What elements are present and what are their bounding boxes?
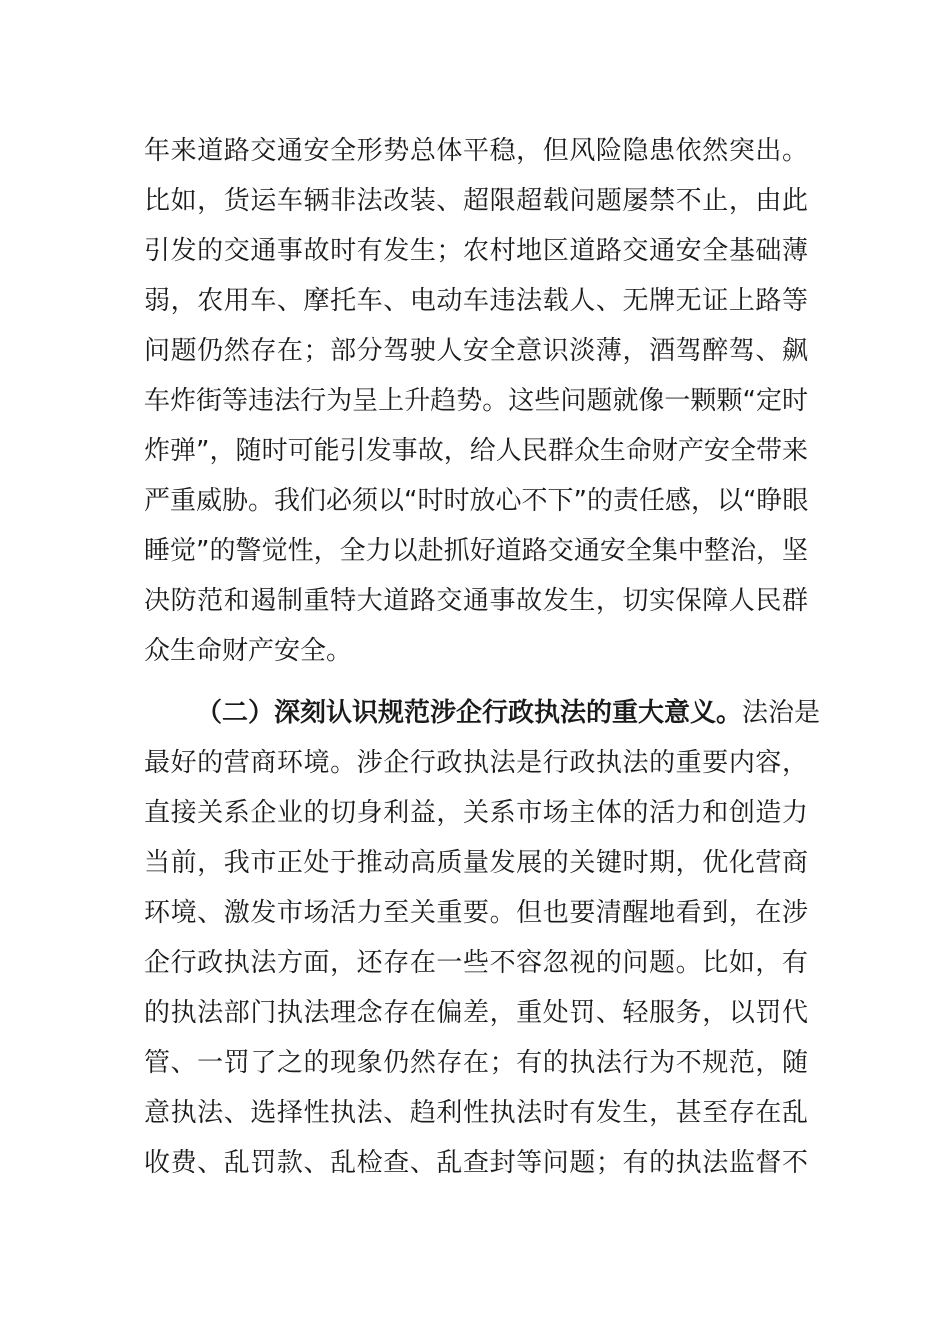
text-line: 炸弹”，随时可能引发事故，给人民群众生命财产安全带来	[144, 436, 808, 466]
text-line: 决防范和遏制重特大道路交通事故发生，切实保障人民群	[144, 586, 808, 616]
text-line: 引发的交通事故时有发生；农村地区道路交通安全基础薄	[144, 236, 808, 266]
text-line: 收费、乱罚款、乱检查、乱查封等问题；有的执法监督不	[144, 1148, 808, 1178]
section-lead-text: 法治是	[742, 698, 821, 728]
text-line: 环境、激发市场活力至关重要。但也要清醒地看到，在涉	[144, 898, 808, 928]
text-line: 的执法部门执法理念存在偏差，重处罚、轻服务，以罚代	[144, 998, 808, 1028]
text-line: 问题仍然存在；部分驾驶人安全意识淡薄，酒驾醉驾、飙	[144, 336, 808, 366]
text-line: 弱，农用车、摩托车、电动车违法载人、无牌无证上路等	[144, 286, 808, 316]
paragraph-road-safety	[144, 126, 808, 676]
text-line: 年来道路交通安全形势总体平稳，但风险隐患依然突出。	[144, 136, 808, 166]
paragraph-enterprise-enforcement	[144, 688, 821, 1188]
text-line: 意执法、选择性执法、趋利性执法时有发生，甚至存在乱	[144, 1098, 808, 1128]
text-line: 比如，货运车辆非法改装、超限超载问题屡禁不止，由此	[144, 186, 808, 216]
text-line: 车炸街等违法行为呈上升趋势。这些问题就像一颗颗“定时	[144, 386, 808, 416]
section-first-line	[144, 688, 821, 738]
text-line: 睡觉”的警觉性，全力以赴抓好道路交通安全集中整治，坚	[144, 536, 808, 566]
text-line: 管、一罚了之的现象仍然存在；有的执法行为不规范，随	[144, 1048, 808, 1078]
section-heading: （二）深刻认识规范涉企行政执法的重大意义。	[196, 698, 743, 728]
text-line: 企行政执法方面，还存在一些不容忽视的问题。比如，有	[144, 948, 808, 978]
text-line: 严重威胁。我们必须以“时时放心不下”的责任感，以“睁眼	[144, 486, 809, 516]
body-text	[144, 126, 821, 1188]
text-line: 当前，我市正处于推动高质量发展的关键时期，优化营商	[144, 848, 808, 878]
text-line: 直接关系企业的切身利益，关系市场主体的活力和创造力	[144, 798, 808, 828]
text-line: 众生命财产安全。	[144, 636, 353, 666]
text-line: 最好的营商环境。涉企行政执法是行政执法的重要内容，	[144, 748, 808, 778]
